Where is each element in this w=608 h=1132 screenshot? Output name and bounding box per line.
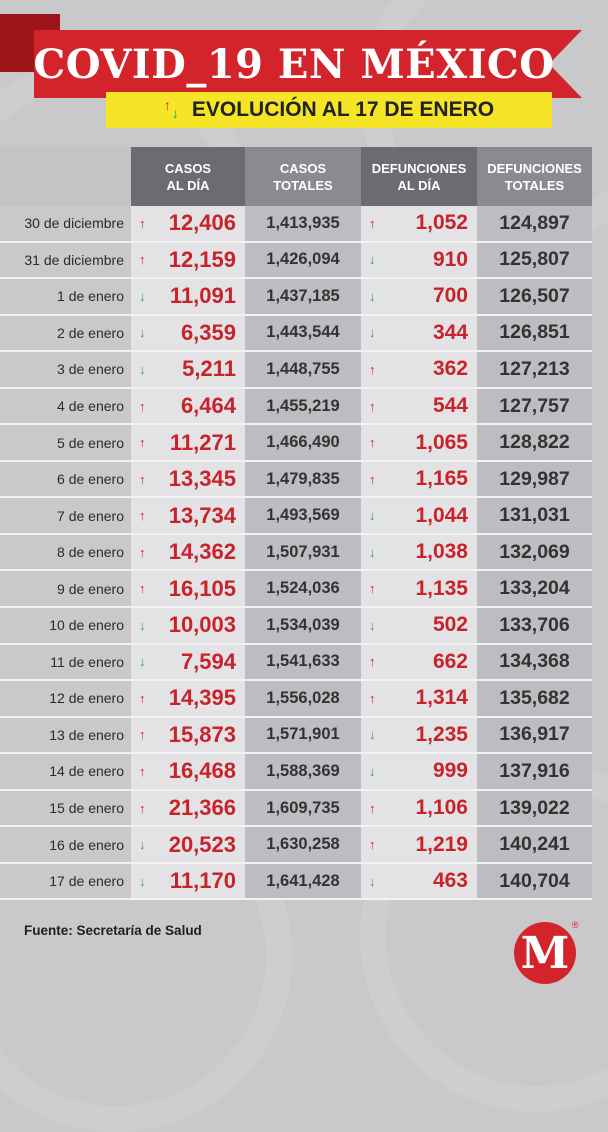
casos-totales-value: 1,455,219 bbox=[245, 388, 361, 425]
defunciones-totales-value: 131,031 bbox=[477, 497, 592, 534]
casos-totales-value: 1,466,490 bbox=[245, 424, 361, 461]
defunciones-dia-value: 544 bbox=[432, 394, 468, 417]
header-defunciones-dia: DEFUNCIONES AL DÍA bbox=[361, 147, 477, 206]
casos-dia-value: 12,406 bbox=[168, 210, 236, 236]
casos-totales-value: 1,443,544 bbox=[245, 315, 361, 352]
down-arrow-icon: ↓ bbox=[369, 288, 376, 304]
down-arrow-icon: ↓ bbox=[139, 837, 146, 853]
table-row bbox=[0, 351, 592, 388]
row-date: 4 de enero bbox=[0, 388, 131, 425]
row-date: 6 de enero bbox=[0, 461, 131, 498]
defunciones-totales-value: 124,897 bbox=[477, 206, 592, 242]
row-date: 11 de enero bbox=[0, 644, 131, 681]
defunciones-totales-value: 139,022 bbox=[477, 790, 592, 827]
defunciones-totales-value: 133,204 bbox=[477, 570, 592, 607]
row-date: 17 de enero bbox=[0, 863, 131, 900]
up-arrow-icon: ↑ bbox=[369, 800, 376, 816]
casos-dia-value: 6,464 bbox=[180, 393, 236, 418]
down-arrow-icon: ↓ bbox=[369, 508, 376, 524]
casos-dia-cell bbox=[131, 242, 245, 279]
defunciones-dia-cell bbox=[361, 607, 477, 644]
up-arrow-icon: ↑ bbox=[369, 435, 376, 451]
casos-dia-cell bbox=[131, 497, 245, 534]
up-arrow-icon: ↑ bbox=[139, 252, 146, 268]
casos-dia-value: 7,594 bbox=[180, 648, 236, 674]
defunciones-dia-value: 1,135 bbox=[415, 576, 468, 600]
defunciones-dia-cell bbox=[361, 644, 477, 681]
defunciones-dia-value: 1,219 bbox=[415, 832, 468, 856]
casos-dia-cell bbox=[131, 388, 245, 425]
casos-totales-value: 1,437,185 bbox=[245, 278, 361, 315]
defunciones-totales-value: 140,704 bbox=[477, 863, 592, 900]
defunciones-dia-value: 700 bbox=[432, 284, 468, 308]
table-row bbox=[0, 242, 592, 279]
casos-dia-cell bbox=[131, 315, 245, 352]
defunciones-totales-value: 140,241 bbox=[477, 826, 592, 863]
page-title: COVID_19 EN MÉXICO bbox=[33, 40, 555, 88]
up-arrow-icon: ↑ bbox=[139, 544, 146, 560]
row-date: 9 de enero bbox=[0, 570, 131, 607]
casos-dia-value: 5,211 bbox=[182, 356, 236, 382]
up-arrow-icon: ↑ bbox=[369, 471, 376, 487]
defunciones-dia-value: 1,235 bbox=[415, 722, 468, 746]
defunciones-dia-cell bbox=[361, 680, 477, 717]
header-casos-dia: CASOS AL DÍA bbox=[131, 147, 245, 206]
casos-dia-value: 14,362 bbox=[168, 539, 236, 565]
defunciones-dia-cell bbox=[361, 497, 477, 534]
casos-totales-value: 1,507,931 bbox=[245, 534, 361, 571]
table-row bbox=[0, 315, 592, 352]
source-note: Fuente: Secretaría de Salud bbox=[24, 923, 202, 938]
defunciones-dia-value: 1,165 bbox=[415, 467, 468, 491]
casos-dia-value: 21,366 bbox=[168, 795, 236, 821]
table-row bbox=[0, 753, 592, 790]
casos-dia-value: 11,271 bbox=[169, 429, 236, 455]
down-arrow-icon: ↓ bbox=[139, 361, 146, 377]
casos-dia-value: 12,159 bbox=[168, 246, 236, 272]
table-row bbox=[0, 278, 592, 315]
casos-totales-value: 1,541,633 bbox=[245, 644, 361, 681]
casos-totales-value: 1,479,835 bbox=[245, 461, 361, 498]
casos-totales-value: 1,448,755 bbox=[245, 351, 361, 388]
down-arrow-icon: ↓ bbox=[369, 617, 376, 633]
casos-dia-value: 13,734 bbox=[168, 502, 236, 528]
casos-dia-cell bbox=[131, 644, 245, 681]
defunciones-dia-cell bbox=[361, 826, 477, 863]
defunciones-dia-cell bbox=[361, 315, 477, 352]
up-arrow-icon: ↑ bbox=[369, 398, 376, 414]
casos-totales-value: 1,493,569 bbox=[245, 497, 361, 534]
casos-dia-value: 16,105 bbox=[168, 575, 236, 601]
down-arrow-icon: ↓ bbox=[369, 727, 376, 743]
trend-arrows-icon: ↑ ↓ bbox=[163, 97, 179, 121]
casos-dia-value: 11,170 bbox=[169, 868, 236, 894]
defunciones-totales-value: 127,213 bbox=[477, 351, 592, 388]
defunciones-dia-value: 1,044 bbox=[415, 503, 468, 527]
casos-dia-cell bbox=[131, 717, 245, 754]
up-arrow-icon: ↑ bbox=[369, 361, 376, 377]
defunciones-totales-value: 137,916 bbox=[477, 753, 592, 790]
defunciones-totales-value: 133,706 bbox=[477, 607, 592, 644]
defunciones-dia-value: 1,038 bbox=[415, 540, 468, 564]
defunciones-dia-cell bbox=[361, 534, 477, 571]
casos-totales-value: 1,588,369 bbox=[245, 753, 361, 790]
row-date: 7 de enero bbox=[0, 497, 131, 534]
casos-dia-value: 14,395 bbox=[168, 685, 236, 711]
defunciones-dia-cell bbox=[361, 570, 477, 607]
casos-dia-value: 16,468 bbox=[168, 758, 236, 784]
casos-dia-cell bbox=[131, 424, 245, 461]
row-date: 2 de enero bbox=[0, 315, 131, 352]
defunciones-dia-value: 1,314 bbox=[415, 686, 468, 710]
up-arrow-icon: ↑ bbox=[139, 763, 146, 779]
defunciones-totales-value: 126,507 bbox=[477, 278, 592, 315]
row-date: 16 de enero bbox=[0, 826, 131, 863]
down-arrow-icon: ↓ bbox=[369, 544, 376, 560]
up-arrow-icon: ↑ bbox=[139, 471, 146, 487]
down-arrow-icon: ↓ bbox=[139, 873, 146, 889]
down-arrow-icon: ↓ bbox=[369, 763, 376, 779]
defunciones-dia-cell bbox=[361, 461, 477, 498]
down-arrow-icon: ↓ bbox=[139, 325, 146, 341]
up-arrow-icon: ↑ bbox=[139, 800, 146, 816]
up-arrow-icon: ↑ bbox=[139, 435, 146, 451]
defunciones-totales-value: 129,987 bbox=[477, 461, 592, 498]
casos-totales-value: 1,534,039 bbox=[245, 607, 361, 644]
casos-dia-cell bbox=[131, 826, 245, 863]
casos-dia-value: 13,345 bbox=[168, 466, 236, 492]
casos-dia-cell bbox=[131, 351, 245, 388]
casos-totales-value: 1,524,036 bbox=[245, 570, 361, 607]
casos-dia-cell bbox=[131, 607, 245, 644]
defunciones-dia-value: 463 bbox=[432, 869, 468, 893]
casos-totales-value: 1,426,094 bbox=[245, 242, 361, 279]
defunciones-dia-value: 344 bbox=[432, 320, 468, 344]
casos-dia-cell bbox=[131, 206, 245, 242]
casos-dia-cell bbox=[131, 534, 245, 571]
row-date: 12 de enero bbox=[0, 680, 131, 717]
defunciones-totales-value: 132,069 bbox=[477, 534, 592, 571]
header-date bbox=[0, 147, 131, 206]
header-defunciones-totales: DEFUNCIONES TOTALES bbox=[477, 147, 592, 206]
up-arrow-icon: ↑ bbox=[139, 215, 146, 231]
defunciones-dia-value: 999 bbox=[432, 759, 468, 783]
row-date: 1 de enero bbox=[0, 278, 131, 315]
table-header-row bbox=[0, 147, 592, 206]
casos-dia-cell bbox=[131, 863, 245, 900]
defunciones-dia-cell bbox=[361, 424, 477, 461]
down-arrow-icon: ↓ bbox=[139, 288, 146, 304]
up-arrow-icon: ↑ bbox=[369, 654, 376, 670]
registered-mark: ® bbox=[572, 920, 579, 930]
defunciones-dia-value: 362 bbox=[432, 357, 468, 381]
covid-table bbox=[0, 147, 592, 900]
table-row bbox=[0, 534, 592, 571]
casos-totales-value: 1,609,735 bbox=[245, 790, 361, 827]
down-arrow-icon: ↓ bbox=[369, 873, 376, 889]
row-date: 31 de diciembre bbox=[0, 242, 131, 279]
defunciones-dia-value: 1,052 bbox=[415, 211, 468, 235]
down-arrow-icon: ↓ bbox=[139, 654, 146, 670]
milenio-logo: M bbox=[514, 922, 576, 984]
defunciones-dia-cell bbox=[361, 388, 477, 425]
defunciones-dia-value: 1,106 bbox=[415, 796, 468, 820]
defunciones-dia-value: 662 bbox=[432, 649, 468, 673]
table-row bbox=[0, 790, 592, 827]
table-row bbox=[0, 717, 592, 754]
casos-dia-value: 11,091 bbox=[169, 283, 236, 309]
down-arrow-icon: ↓ bbox=[139, 617, 146, 633]
header-casos-totales: CASOS TOTALES bbox=[245, 147, 361, 206]
row-date: 13 de enero bbox=[0, 717, 131, 754]
defunciones-dia-cell bbox=[361, 863, 477, 900]
casos-totales-value: 1,630,258 bbox=[245, 826, 361, 863]
down-arrow-icon: ↓ bbox=[369, 325, 376, 341]
up-arrow-icon: ↑ bbox=[139, 508, 146, 524]
defunciones-dia-cell bbox=[361, 242, 477, 279]
row-date: 15 de enero bbox=[0, 790, 131, 827]
casos-dia-cell bbox=[131, 278, 245, 315]
table-row bbox=[0, 388, 592, 425]
table-row bbox=[0, 570, 592, 607]
up-arrow-icon: ↑ bbox=[139, 581, 146, 597]
subtitle-banner bbox=[106, 92, 552, 128]
up-arrow-icon: ↑ bbox=[369, 837, 376, 853]
defunciones-totales-value: 125,807 bbox=[477, 242, 592, 279]
row-date: 3 de enero bbox=[0, 351, 131, 388]
row-date: 8 de enero bbox=[0, 534, 131, 571]
table-row bbox=[0, 644, 592, 681]
defunciones-dia-cell bbox=[361, 351, 477, 388]
casos-dia-cell bbox=[131, 680, 245, 717]
defunciones-dia-cell bbox=[361, 717, 477, 754]
casos-dia-cell bbox=[131, 570, 245, 607]
subtitle: EVOLUCIÓN AL 17 DE ENERO bbox=[191, 98, 495, 121]
up-arrow-icon: ↑ bbox=[369, 215, 376, 231]
up-arrow-icon: ↑ bbox=[369, 690, 376, 706]
casos-dia-value: 20,523 bbox=[168, 831, 236, 857]
table-row bbox=[0, 206, 592, 242]
defunciones-totales-value: 136,917 bbox=[477, 717, 592, 754]
defunciones-dia-cell bbox=[361, 278, 477, 315]
row-date: 14 de enero bbox=[0, 753, 131, 790]
casos-totales-value: 1,556,028 bbox=[245, 680, 361, 717]
casos-totales-value: 1,413,935 bbox=[245, 206, 361, 242]
table-row bbox=[0, 497, 592, 534]
casos-dia-value: 6,359 bbox=[180, 319, 236, 345]
defunciones-dia-value: 502 bbox=[432, 613, 468, 637]
row-date: 10 de enero bbox=[0, 607, 131, 644]
casos-dia-cell bbox=[131, 790, 245, 827]
table-row bbox=[0, 424, 592, 461]
table-row bbox=[0, 607, 592, 644]
casos-dia-cell bbox=[131, 461, 245, 498]
casos-totales-value: 1,571,901 bbox=[245, 717, 361, 754]
defunciones-totales-value: 135,682 bbox=[477, 680, 592, 717]
casos-totales-value: 1,641,428 bbox=[245, 863, 361, 900]
casos-dia-value: 15,873 bbox=[168, 721, 236, 747]
casos-dia-cell bbox=[131, 753, 245, 790]
defunciones-dia-cell bbox=[361, 753, 477, 790]
defunciones-totales-value: 128,822 bbox=[477, 424, 592, 461]
table-row bbox=[0, 461, 592, 498]
defunciones-totales-value: 127,757 bbox=[477, 388, 592, 425]
up-arrow-icon: ↑ bbox=[139, 398, 146, 414]
row-date: 30 de diciembre bbox=[0, 206, 131, 242]
up-arrow-icon: ↑ bbox=[139, 690, 146, 706]
defunciones-dia-cell bbox=[361, 790, 477, 827]
defunciones-totales-value: 126,851 bbox=[477, 315, 592, 352]
casos-dia-value: 10,003 bbox=[168, 612, 236, 638]
up-arrow-icon: ↑ bbox=[139, 727, 146, 743]
row-date: 5 de enero bbox=[0, 424, 131, 461]
table-row bbox=[0, 826, 592, 863]
table-row bbox=[0, 680, 592, 717]
table-row bbox=[0, 863, 592, 900]
defunciones-totales-value: 134,368 bbox=[477, 644, 592, 681]
down-arrow-icon: ↓ bbox=[369, 252, 376, 268]
defunciones-dia-value: 1,065 bbox=[415, 430, 468, 454]
defunciones-dia-cell bbox=[361, 206, 477, 242]
up-arrow-icon: ↑ bbox=[369, 581, 376, 597]
defunciones-dia-value: 910 bbox=[432, 247, 468, 271]
